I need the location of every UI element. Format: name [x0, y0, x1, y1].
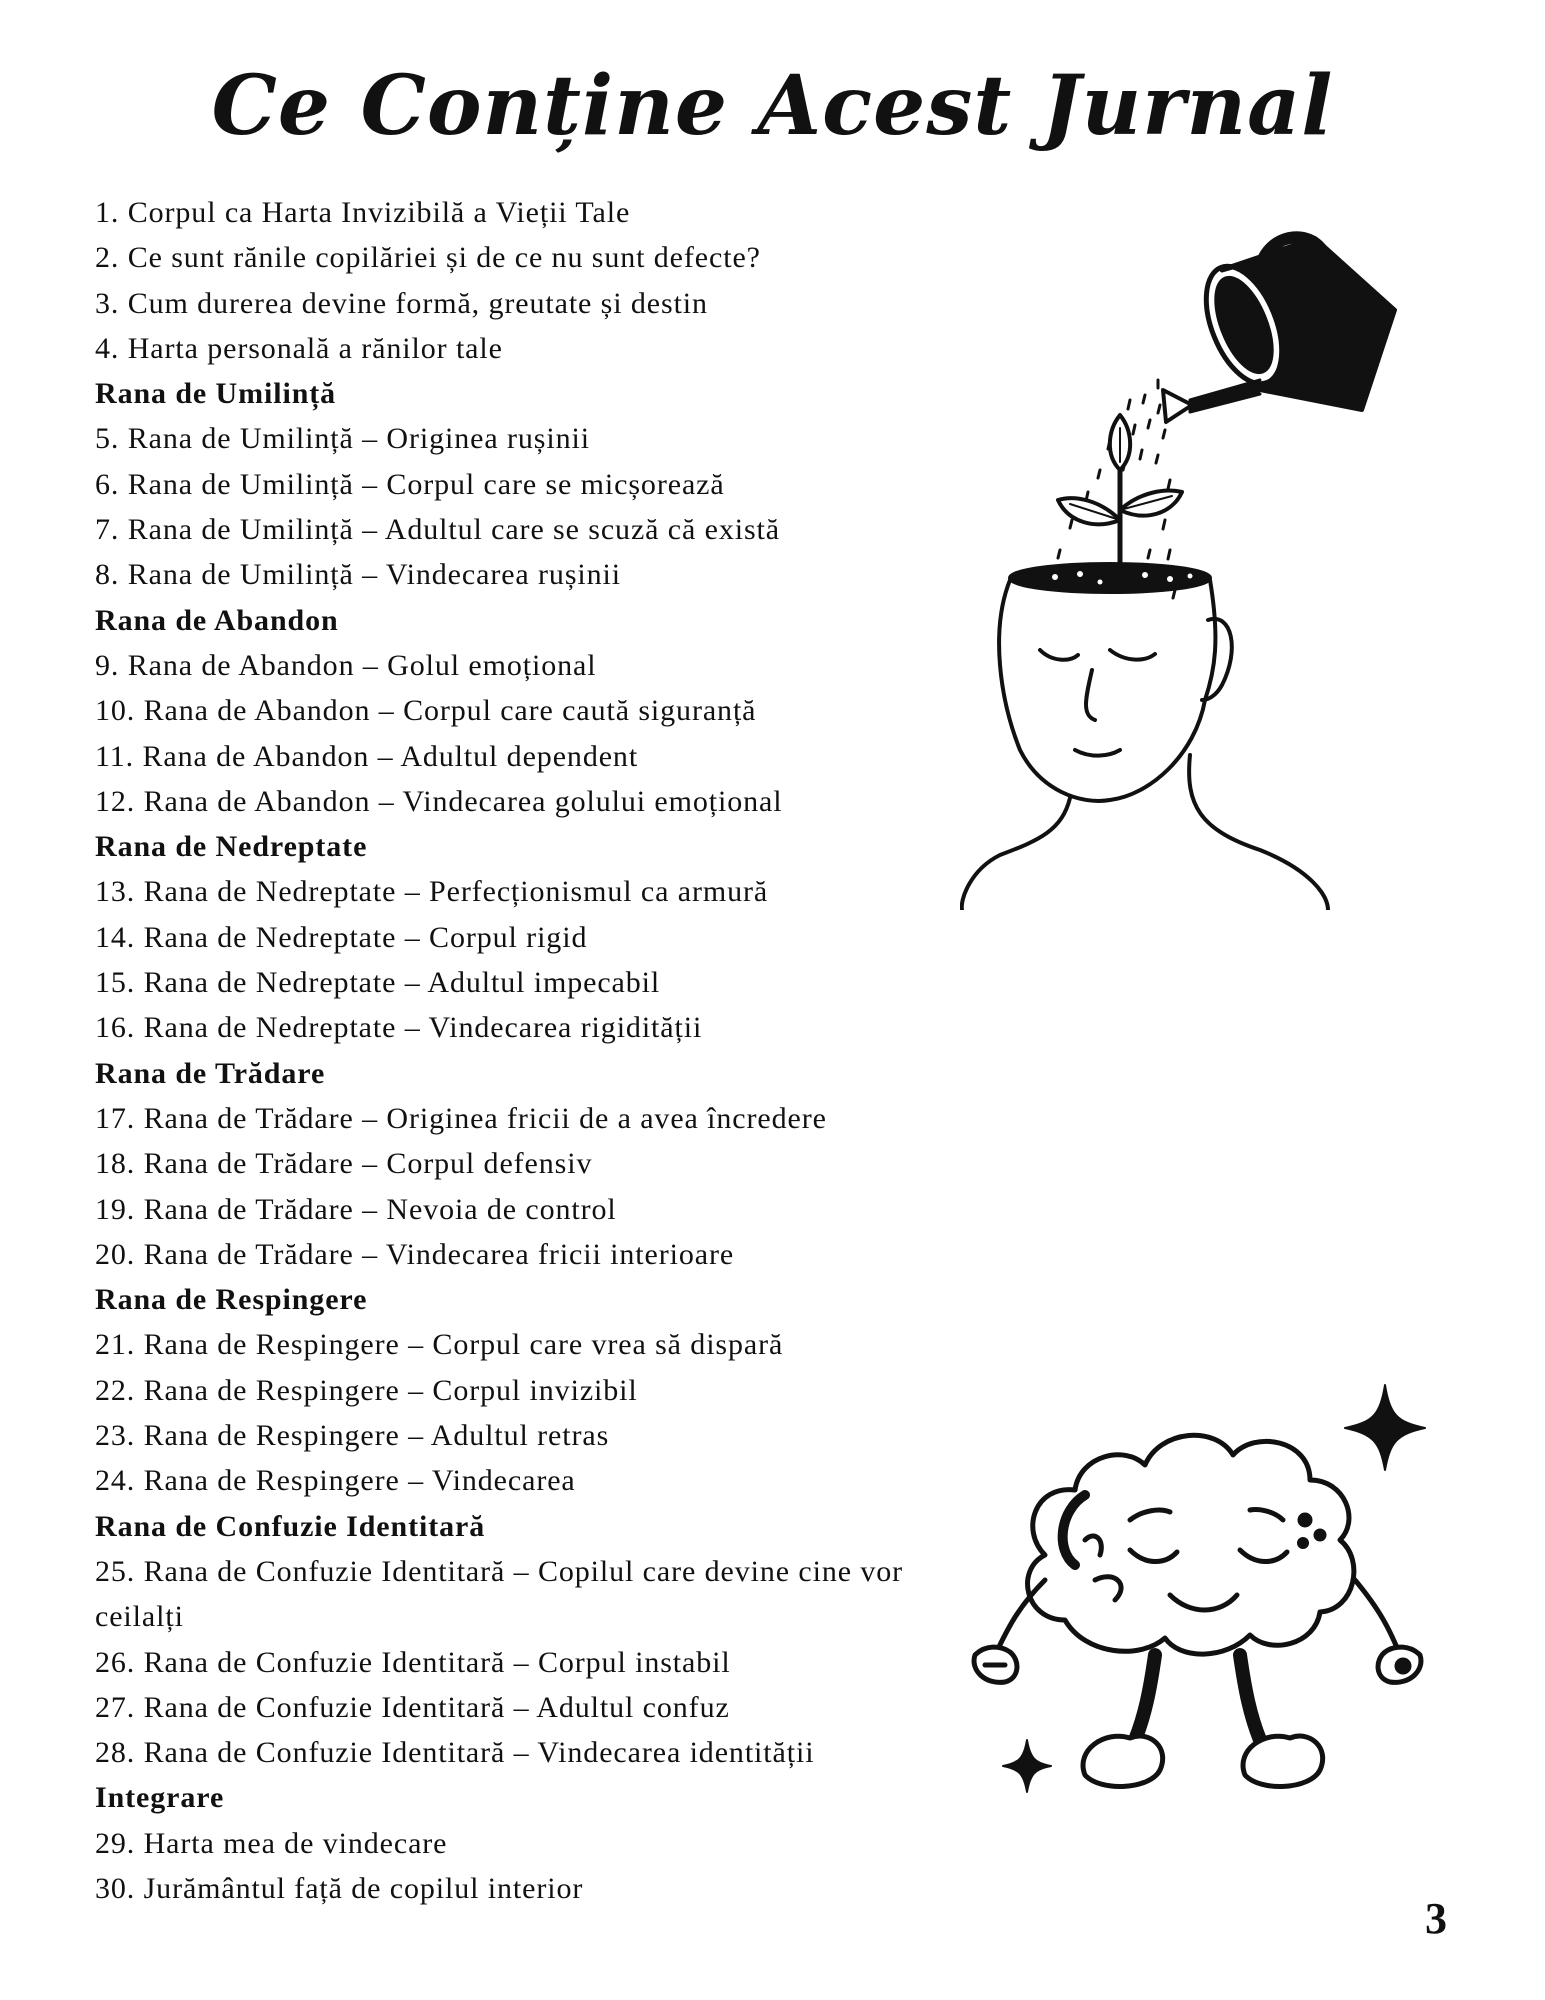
- table-of-contents: [95, 190, 1025, 1911]
- watering-can-head-plant-icon: [960, 230, 1430, 910]
- toc-item: 27. Rana de Confuzie Identitară – Adultul confuz: [95, 1690, 730, 1724]
- page-number: 3: [1425, 1894, 1447, 1943]
- toc-item: 6. Rana de Umilință – Corpul care se micșorează: [95, 467, 725, 501]
- toc-item: 11. Rana de Abandon – Adultul dependent: [95, 739, 639, 773]
- toc-item: 29. Harta mea de vindecare: [95, 1826, 448, 1860]
- section-heading: Rana de Nedreptate: [95, 830, 368, 864]
- section-heading: Rana de Confuzie Identitară: [95, 1509, 486, 1543]
- toc-item: 23. Rana de Respingere – Adultul retras: [95, 1419, 610, 1453]
- section-heading: Rana de Abandon: [95, 603, 339, 637]
- toc-item: 20. Rana de Trădare – Vindecarea fricii interioare: [95, 1237, 735, 1271]
- section-heading: Rana de Respingere: [95, 1283, 368, 1317]
- toc-item: 15. Rana de Nedreptate – Adultul impecabil: [95, 966, 661, 1000]
- section-heading: Rana de Trădare: [95, 1056, 326, 1090]
- sparkle-icon: [1345, 1385, 1425, 1470]
- toc-item: 26. Rana de Confuzie Identitară – Corpul instabil: [95, 1645, 731, 1679]
- toc-item: 3. Cum durerea devine formă, greutate și destin: [95, 286, 708, 320]
- toc-item: 1. Corpul ca Harta Invizibilă a Vieții Tale: [95, 196, 631, 229]
- toc-item: 16. Rana de Nedreptate – Vindecarea rigidității: [95, 1011, 703, 1045]
- toc-item: 17. Rana de Trădare – Originea fricii de a avea încredere: [95, 1101, 827, 1135]
- toc-item: 9. Rana de Abandon – Golul emoțional: [95, 648, 597, 682]
- toc-item: 8. Rana de Umilință – Vindecarea rușinii: [95, 558, 622, 592]
- meditating-brain-icon: [965, 1370, 1445, 1840]
- toc-item: 4. Harta personală a rănilor tale: [95, 331, 503, 365]
- section-heading: Integrare: [95, 1781, 225, 1815]
- toc-item: 22. Rana de Respingere – Corpul invizibil: [95, 1373, 638, 1407]
- toc-item: 24. Rana de Respingere – Vindecarea: [95, 1464, 576, 1498]
- toc-item: 18. Rana de Trădare – Corpul defensiv: [95, 1147, 593, 1181]
- toc-item: 7. Rana de Umilință – Adultul care se scuză că există: [95, 513, 780, 547]
- toc-item: 5. Rana de Umilință – Originea rușinii: [95, 422, 590, 456]
- toc-item: ceilalți: [95, 1600, 184, 1634]
- toc-item: 30. Jurământul față de copilul interior: [95, 1871, 584, 1905]
- page-title: Ce Conține Acest Jurnal: [211, 58, 1334, 154]
- toc-item: 21. Rana de Respingere – Corpul care vrea să dispară: [95, 1328, 784, 1362]
- toc-item: 10. Rana de Abandon – Corpul care caută siguranță: [95, 694, 757, 728]
- toc-item: 28. Rana de Confuzie Identitară – Vindecarea identității: [95, 1736, 815, 1770]
- toc-item: 14. Rana de Nedreptate – Corpul rigid: [95, 920, 588, 954]
- toc-item: 25. Rana de Confuzie Identitară – Copilul care devine cine vor: [95, 1554, 904, 1588]
- toc-item: 12. Rana de Abandon – Vindecarea golului emoțional: [95, 784, 783, 818]
- section-heading: Rana de Umilință: [95, 377, 337, 411]
- toc-item: 13. Rana de Nedreptate – Perfecționismul ca armură: [95, 875, 769, 909]
- toc-item: 19. Rana de Trădare – Nevoia de control: [95, 1192, 617, 1226]
- toc-item: 2. Ce sunt rănile copilăriei și de ce nu sunt defecte?: [95, 241, 761, 275]
